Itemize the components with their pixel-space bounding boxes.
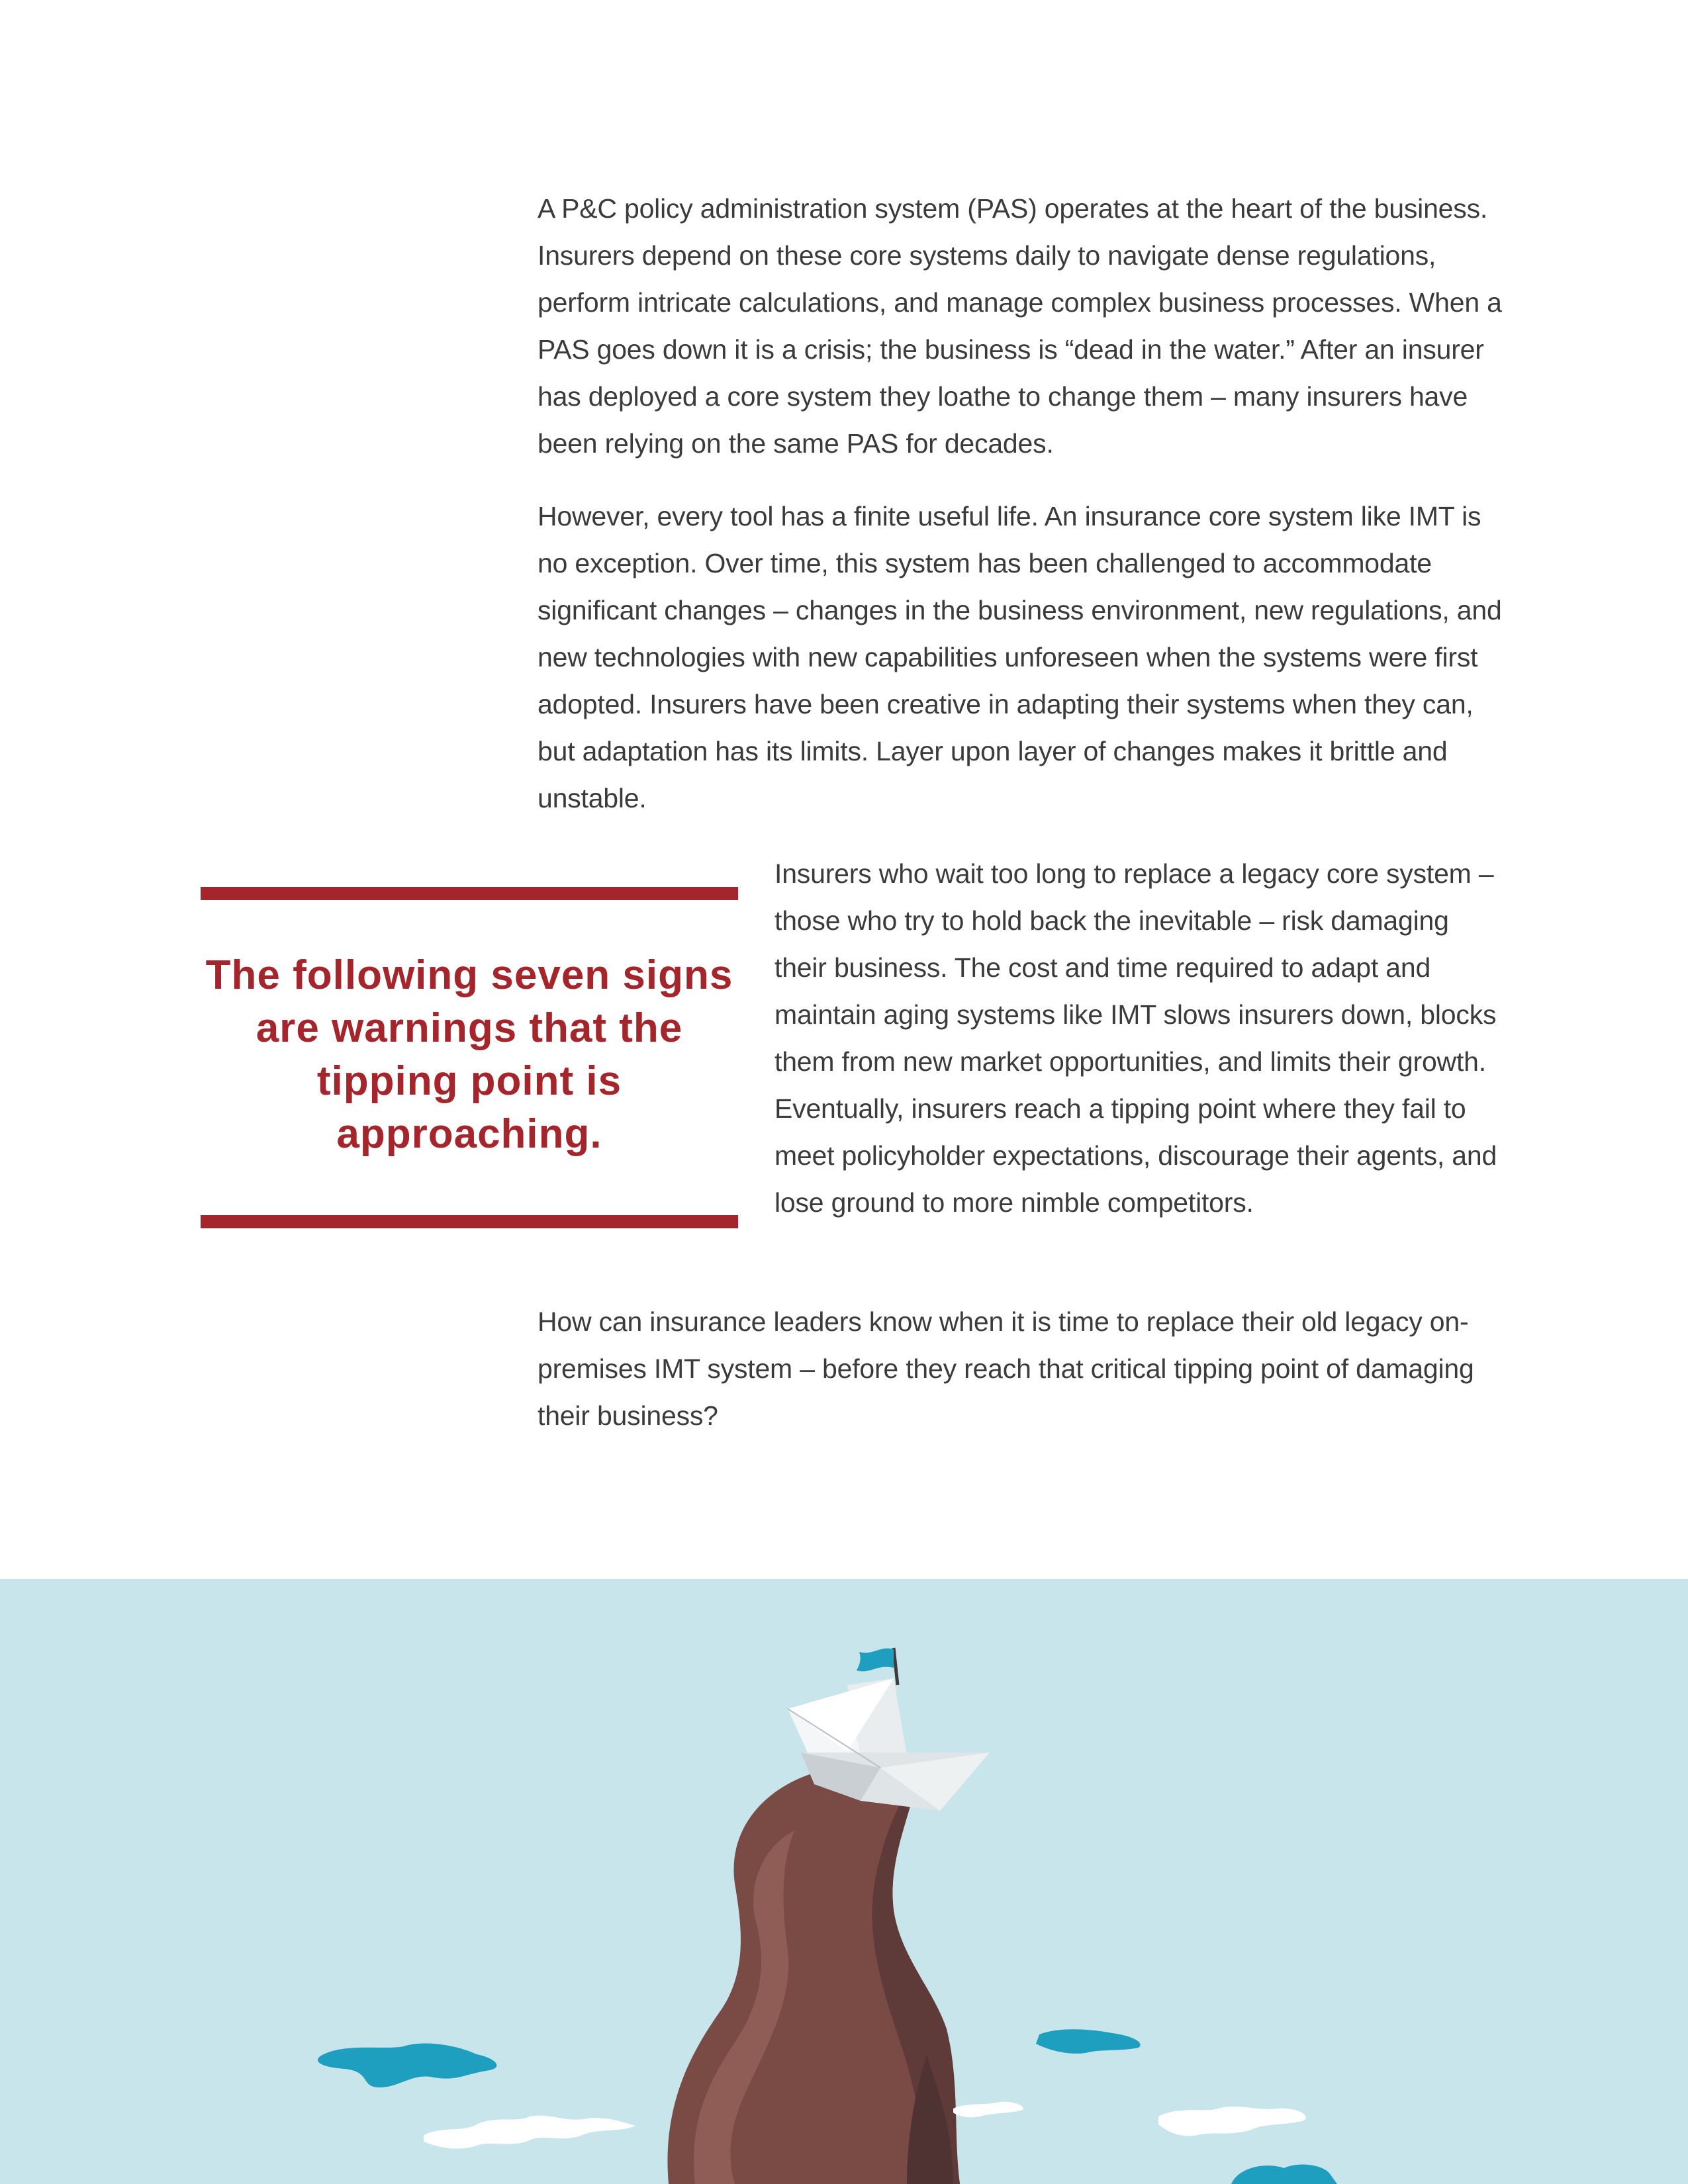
pull-quote: The following seven signs are warnings that the tipping point is approaching. [205, 952, 733, 1157]
illustration-svg [0, 1579, 1688, 2184]
callout-bottom-rule [201, 1215, 738, 1228]
callout-top-rule [201, 887, 738, 900]
rock-icon [667, 1761, 960, 2184]
boat-on-rock-illustration [0, 1579, 1688, 2184]
tipping-point-paragraph: Insurers who wait too long to replace a legacy core system – those who try to hold back the inevitable – risk damaging their business. The cost and time required to adapt and maintain aging systems like IMT slows insurers down, blocks them from new market opportunities, and limits their growth. Eventually, insurers reach a tipping point where they fail to meet policyholder expectations, discourage their agents, and lose ground to more nimble competitors. [774, 858, 1497, 1218]
intro-paragraph: A P&C policy administration system (PAS) operates at the heart of the business. Insurers depend on these core systems daily to navigate dense regulations, perform intricate calculations, and manage complex business processes. When a PAS goes down it is a crisis; the business is “dead in the water.” After an insurer has deployed a core system they loathe to change them – many insurers have been relying on the same PAS for decades. [538, 193, 1502, 459]
closing-question-paragraph: How can insurance leaders know when it is time to replace their old legacy on-premises IMT system – before they reach that critical tipping point of damaging their business? [538, 1306, 1474, 1431]
useful-life-paragraph: However, every tool has a finite useful life. An insurance core system like IMT is no exception. Over time, this system has been challenged to accommodate significant changes – changes in the business environment, new regulations, and new technologies with new capabilities unforeseen when the systems were first adopted. Insurers have been creative in adapting their systems when they can, but adaptation has its limits. Layer upon layer of changes makes it brittle and unstable. [538, 501, 1502, 813]
